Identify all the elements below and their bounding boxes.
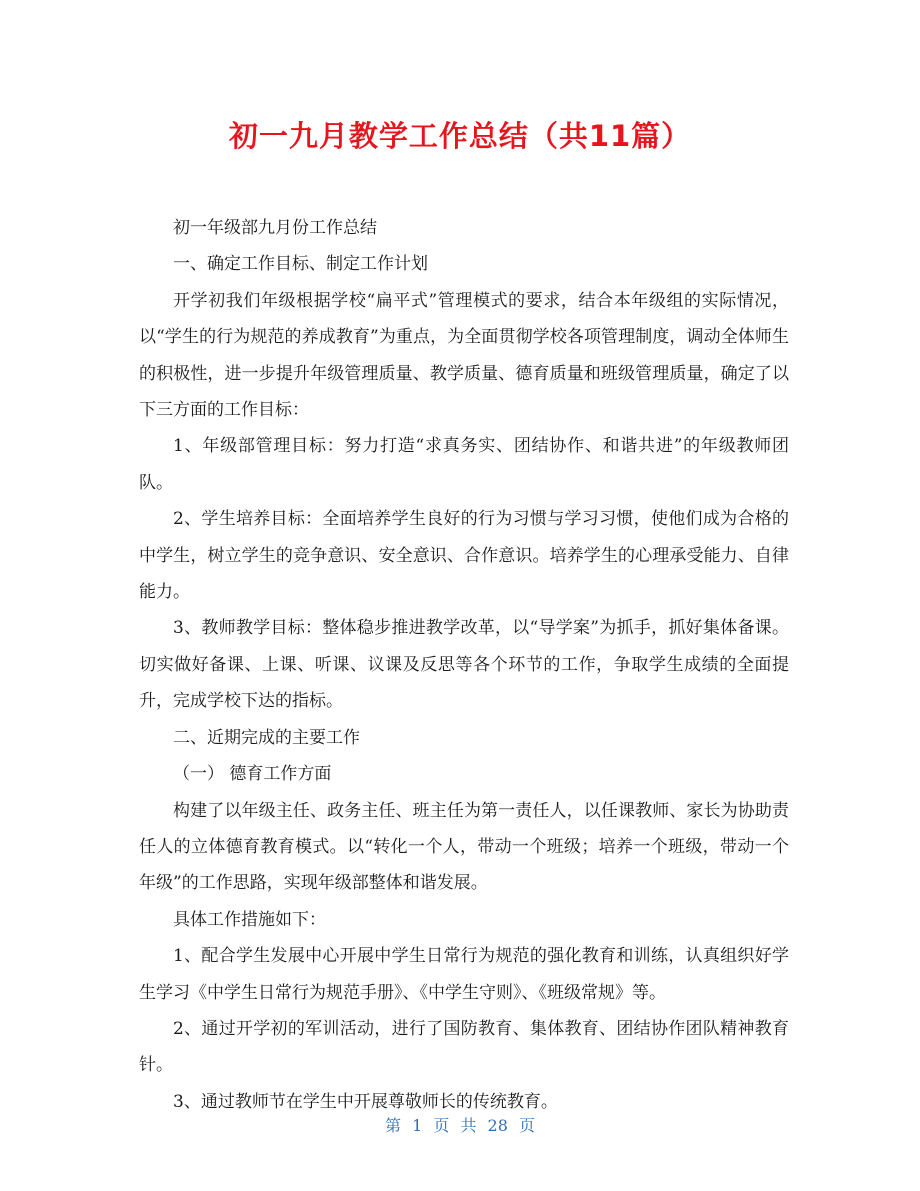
document-title: 初一九月教学工作总结（共11篇） <box>228 119 692 153</box>
paragraph-measure-1: 1、配合学生发展中心开展中学生日常行为规范的强化教育和训练，认真组织好学生学习《中学生日常行为规范手册》、《中学生守则》、《班级常规》等。 <box>139 946 789 1003</box>
paragraph-goal-1: 1、年级部管理目标：努力打造“求真务实、团结协作、和谐共进”的年级教师团队。 <box>139 436 789 493</box>
paragraph-goal-2: 2、学生培养目标：全面培养学生良好的行为习惯与学习习惯，使他们成为合格的中学生，树立学生的竞争意识、安全意识、合作意识。培养学生的心理承受能力、自律能力。 <box>139 509 789 603</box>
paragraph-heading-goals: 一、确定工作目标、制定工作计划 <box>173 254 428 275</box>
paragraph-heading-work: 二、近期完成的主要工作 <box>173 727 360 748</box>
paragraph-section-heading: 初一年级部九月份工作总结 <box>173 218 377 238</box>
paragraph-measure-3: 3、通过教师节在学生中开展尊敬师长的传统教育。 <box>173 1091 558 1112</box>
paragraph-subheading-moral: （一） 德育工作方面 <box>173 764 332 785</box>
paragraph-intro: 开学初我们年级根据学校“扁平式”管理模式的要求，结合本年级组的实际情况，以“学生的行为规范的养成教育”为重点，为全面贯彻学校各项管理制度，调动全体师生的积极性，进一步提升年级管理质量、教学质量、德育质量和班级管理质量，确定了以下三方面的工作目标： <box>139 290 789 421</box>
paragraph-measure-2: 2、通过开学初的军训活动，进行了国防教育、集体教育、团结协作团队精神教育针。 <box>139 1018 789 1076</box>
document-body <box>139 210 789 1120</box>
page-number-footer: 第 1 页 共 28 页 <box>385 1116 535 1135</box>
paragraph-goal-3: 3、教师教学目标：整体稳步推进教学改革，以“导学案”为抓手，抓好集体备课。切实做好备课、上课、听课、议课及反思等各个环节的工作，争取学生成绩的全面提升，完成学校下达的指标。 <box>139 618 789 712</box>
paragraph-moral-model: 构建了以年级主任、政务主任、班主任为第一责任人，以任课教师、家长为协助责任人的立体德育教育模式。以“转化一个人，带动一个班级；培养一个班级，带动一个年级”的工作思路，实现年级部整体和谐发展。 <box>139 800 789 894</box>
paragraph-measures-heading: 具体工作措施如下： <box>173 909 326 930</box>
